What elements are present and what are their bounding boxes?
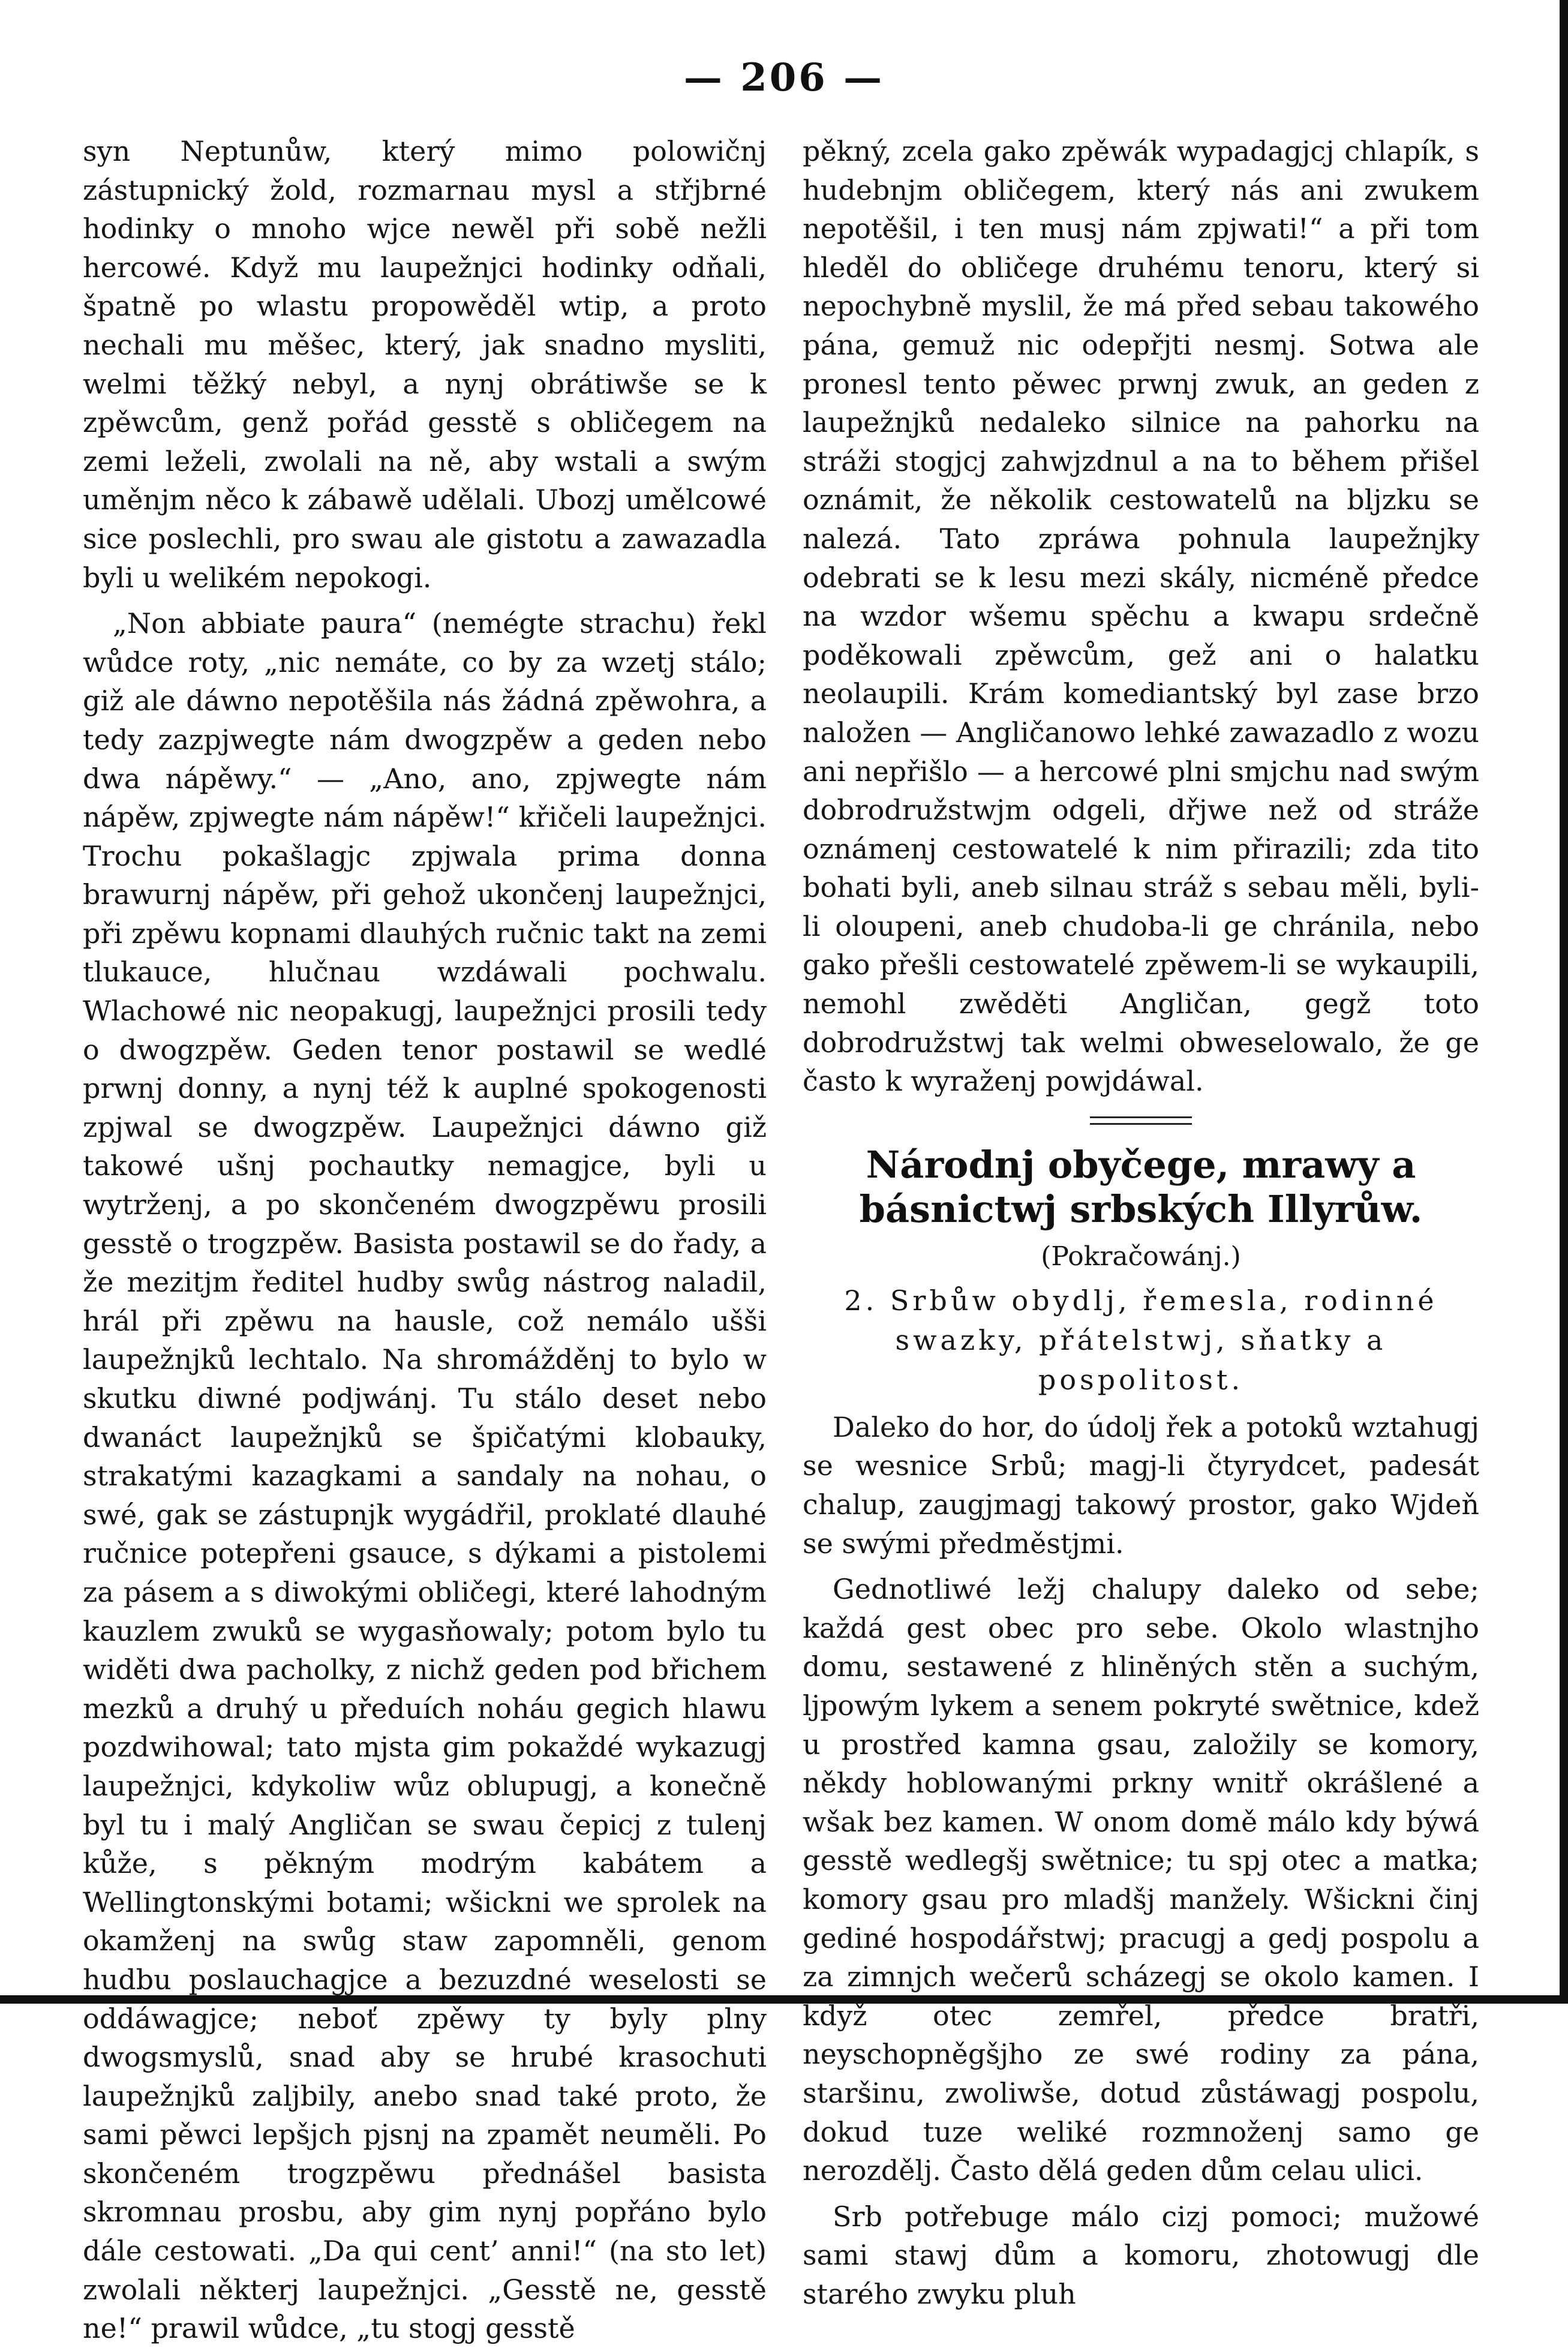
section-heading: 2. Srbůw obydlj, řemesla, rodinné swazky, přátelstwj, sňatky a pospolitost. [844, 1284, 1438, 1396]
right-paragraph-3: Gednotliwé ležj chalupy daleko od sebe; každá gest obec pro sebe. Okolo wlastnjho domu, sestawené z hliněných stěn a suchým, ljpowým lykem a senem pokryté swětnice, kdež u prostřed kamna gsau, založily se komory, někdy hoblowanými prkny wnitř okrášlené a wšak bez kamen. W onom domě málo kdy býwá gesstě wedlegšj swětnice; tu spj otec a matka; komory gsau pro mladšj manžely. Wšickni činj gediné hospodářstwj; pracugj a gedj pospolu a za zimnjch wečerů scházegj se okolo kamen. I když otec zemřel, předce bratři, neyschopněgšjho ze swé rodiny za pána, staršinu, zwoliwše, dotud zůstáwagj pospolu, dokud tuze weliké rozmnoženj samo ge nerozdělj. Často dělá geden dům celau ulici. [803, 1573, 1479, 2187]
left-paragraph-2: „Non abbiate paura“ (nemégte strachu) řekl wůdce roty, „nic nemáte, co by za wzetj stálo; giž ale dáwno nepotěšila nás žádná zpěwohra, a tedy zazpjwegte nám dwogzpěw a geden nebo dwa nápěwy.“ — „Ano, ano, zpjwegte nám nápěw, zpjwegte nám nápěw!“ křičeli laupežnjci. Trochu pokašlagjc zpjwala prima donna brawurnj nápěw, při gehož ukončenj laupežnjci, při zpěwu kopnami dlauhých ručnic takt na zemi tlukauce, hlučnau wzdáwali pochwalu. Wlachowé nic neopakugj, laupežnjci prosili tedy o dwogzpěw. Geden tenor postawil se wedlé prwnj donny, a nynj též k auplné spokogenosti zpjwal se dwogzpěw. Laupežnjci dáwno giž takowé ušnj pochautky nemagjce, byli u wytrženj, a po skončeném dwogzpěwu prosili gesstě o trogzpěw. Basista postawil se do řady, a že mezitjm ředitel hudby swůg nástrog naladil, hrál při zpěwu na hausle, což nemálo ušši laupežnjků lechtalo. Na shromážděnj to bylo w skutku diwné podjwánj. Tu stálo deset nebo dwanáct laupežnjků se špičatými klobauky, strakatými kazagkami a sandaly na nohau, o swé, gak se zástupnjk wygádřil, proklaté dlauhé ručnice potepřeni gsauce, s dýkami a pistolemi za pásem a s diwokými obličegi, které lahodným kauzlem zwuků se wygasňowaly; potom bylo tu widěti dwa pacholky, z nichž geden pod břichem mezků a druhý u předuích noháu gegich hlawu pozdwihowal; tato mjsta gim pokaždé wykazugj laupežnjci, kdykoliw wůz oblupugj, a konečně byl tu i malý Angličan se swau čepicj z tulenj kůže, s pěkným modrým kabátem a Wellingtonskými botami; wšickni we sprolek na okamženj na swůg staw zapomněli, genom hudbu poslauchagjce a bezuzdné weselosti se oddáwagjce; neboť zpěwy ty byly plny dwogsmyslů, snad aby se hrubé krasochuti laupežnjků zaljbily, anebo snad také proto, že sami pěwci lepšjch pjsnj na zpamět neuměli. Po skončeném trogzpěwu přednášel basista skromnau prosbu, aby gim nynj popřáno bylo dále cestowati. „Da qui cent’ anni!“ (na sto let) zwolali některj laupežnjci. „Gesstě ne, gesstě ne!“ prawil wůdce, „tu stogj gesstě [83, 607, 767, 2345]
right-paragraph-2: Daleko do hor, do údolj řek a potoků wztahugj se wesnice Srbů; magj-li čtyrydcet, padesát chalup, zaugjmagj takowý prostor, gako Wjdeň se swými předměstjmi. [803, 1410, 1479, 1560]
section-title: Národnj obyčege, mrawy a básnictwj srbských Illyrůw. [859, 1142, 1423, 1231]
left-paragraph-1: syn Neptunůw, který mimo polowičnj zástupnický žold, rozmarnau mysl a střjbrné hodinky o mnoho wjce newěl při sobě nežli hercowé. Když mu laupežnjci hodinky odňali, špatně po wlastu propowěděl wtip, a proto nechali mu měšec, který, jak snadno mysliti, welmi těžký nebyl, a nynj obrátiwše se k zpěwcům, genž pořád gesstě s obličegem na zemi leželi, zwolali na ně, aby wstali a swým uměnjm něco k zábawě udělali. Ubozj umělcowé sice poslechli, pro swau ale gistotu a zawazadla byli u welikém nepokogi. [83, 135, 767, 594]
right-paragraph-4: Srb potřebuge málo cizj pomoci; mužowé sami stawj dům a komoru, zhotowugj dle starého zwyku pluh [803, 2200, 1479, 2310]
page-number: — 206 — [683, 55, 885, 100]
section-divider [1090, 1116, 1192, 1125]
right-paragraph-1: pěkný, zcela gako zpěwák wypadagjcj chlapík, s hudebnjm obličegem, který nás ani zwukem nepotěšil, i ten musj nám zpjwati!“ a při tom hleděl do obličege druhému tenoru, který si nepochybně myslil, že má před sebau takowého pána, gemuž nic odepřjti nesmj. Sotwa ale pronesl tento pěwec prwnj zwuk, an geden z laupežnjků nedaleko silnice na pahorku na stráži stogjcj zahwjzdnul a na to během přišel oznámit, že několik cestowatelů na bljzku se nalezá. Tato zpráwa pohnula laupežnjky odebrati se k lesu mezi skály, nicméně předce na wzdor wšemu spěchu a kwapu srdečně poděkowali zpěwcům, gež ani o halatku neolaupili. Krám komediantský byl zase brzo naložen — Angličanowo lehké zawazadlo z wozu ani nepřišlo — a hercowé plni smjchu nad swým dobrodružstwjm odgeli, dřjwe než od stráže oznámenj cestowatelé k nim přirazili; zda tito bohati byli, aneb silnau stráž s sebau měli, byli-li oloupeni, aneb chudoba-li ge chránila, nebo gako přešli cestowatelé zpěwem-li se wykaupili, nemohl zwěděti Angličan, gegž toto dobrodružstwj tak welmi obweselowalo, že ge často k wyraženj powjdáwal. [803, 135, 1479, 1098]
right-column [803, 132, 1479, 2314]
section-continued: (Pokračowánj.) [1041, 1241, 1241, 1272]
left-column [83, 132, 767, 2348]
